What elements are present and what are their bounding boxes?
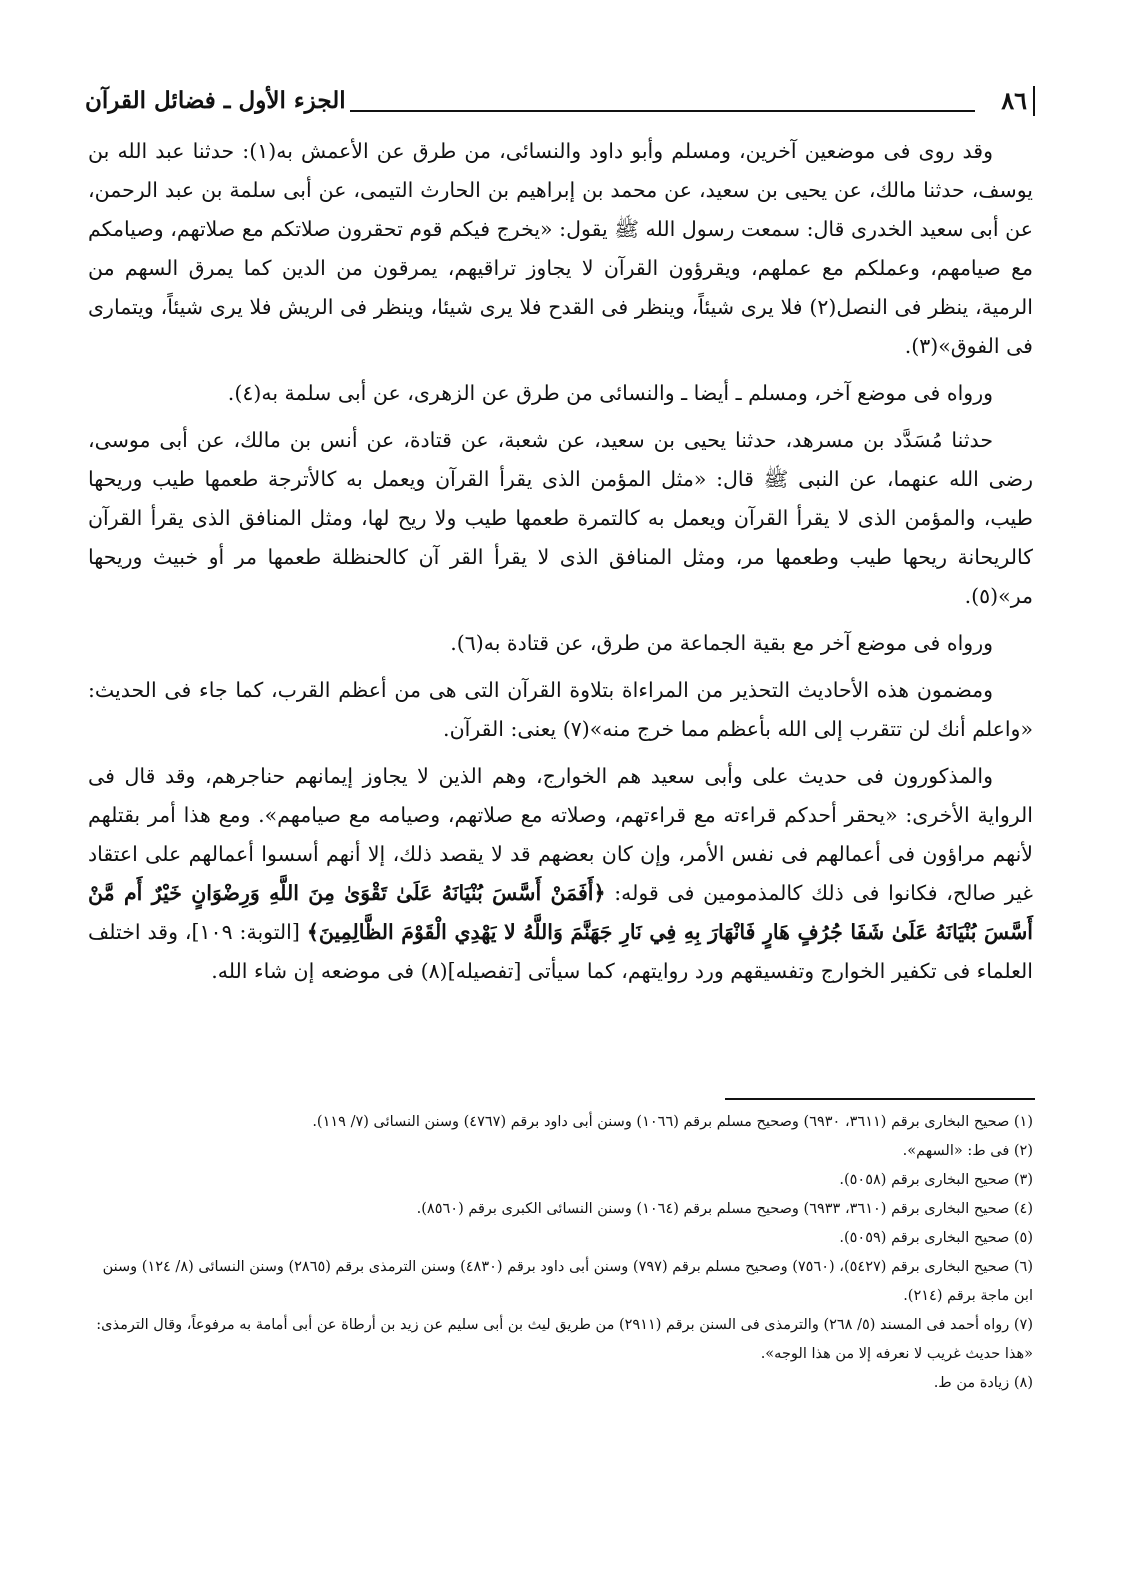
footnote-2: (٢) فى ط: «السهم».: [902, 1143, 1033, 1159]
footnote-6: (٦) صحيح البخارى برقم (٥٤٢٧)، (٧٥٦٠) وصحيح مسلم برقم (٧٩٧) وسنن أبى داود برقم (٤٨٣٠) وسنن الترمذى برقم (٢٨٦٥) وسنن النسائى (٨/ ١٢٤) وسنن ابن ماجة برقم (٢١٤).: [102, 1259, 1033, 1304]
paragraph-6-after: [التوبة: ١٠٩]، وقد اختلف العلماء فى تكفير الخوارج وتفسيقهم ورد روايتهم، كما سيأتى [تفصيله](٨) فى موضعه إن شاء الله.: [88, 920, 1033, 983]
paragraph-3: حدثنا مُسَدَّد بن مسرهد، حدثنا يحيى بن سعيد، عن شعبة، عن قتادة، عن أنس بن مالك، عن أبى موسى، رضى الله عنهما، عن النبى ﷺ قال: «مثل المؤمن الذى يقرأ القرآن ويعمل به كالأترجة طعمها طيب وريحها طيب، والمؤمن الذى لا يقرأ القرآن ويعمل به كالتمرة طعمها طيب ولا ريح لها، ومثل المنافق الذى يقرأ القرآن كالريحانة ريحها طيب وطعمها مر، ومثل المنافق الذى لا يقرأ القر آن كالحنظلة طعمها مر أو خبيث وريحها مر»(٥).: [88, 428, 1033, 608]
footnote-7: (٧) رواه أحمد فى المسند (٥/ ٢٦٨) والترمذى فى السنن برقم (٢٩١١) من طريق ليث بن أبى سليم عن زيد بن أرطاة عن أبى أمامة به مرفوعاً، وقال الترمذى: «هذا حديث غريب لا نعرفه إلا من هذا الوجه».: [96, 1317, 1033, 1362]
paragraph-4: ورواه فى موضع آخر مع بقية الجماعة من طرق، عن قتادة به(٦).: [450, 631, 993, 655]
paragraph-6: [88, 757, 1033, 991]
header-rule: [350, 110, 975, 112]
paragraph-6-before: والمذكورون فى حديث على وأبى سعيد هم الخوارج، وهم الذين لا يجاوز إيمانهم حناجرهم، وقد قال فى الرواية الأخرى: «يحقر أحدكم قراءته مع قراءتهم، وصلاته مع صلاتهم، وصيامه مع صيامهم». ومع هذا أمر بقتلهم لأنهم مراؤون فى أعمالهم فى نفس الأمر، وإن كان بعضهم قد لا يقصد ذلك، إلا أنهم أسسوا أعمالهم على اعتقاد غير صالح، فكانوا فى ذلك كالمذمومين فى قوله:: [88, 764, 1033, 905]
quran-verse: ﴿أَفَمَنْ أَسَّسَ بُنْيَانَهُ عَلَىٰ تَقْوَىٰ مِنَ اللَّهِ وَرِضْوَانٍ خَيْرٌ أَم مَّنْ أَسَّسَ بُنْيَانَهُ عَلَىٰ شَفَا جُرُفٍ هَارٍ فَانْهَارَ بِهِ فِي نَارِ جَهَنَّمَ وَاللَّهُ لا يَهْدِي الْقَوْمَ الظَّالِمِينَ﴾: [88, 881, 1033, 944]
footnote-1: (١) صحيح البخارى برقم (٣٦١١، ٦٩٣٠) وصحيح مسلم برقم (١٠٦٦) وسنن أبى داود برقم (٤٧٦٧) وسنن النسائى (٧/ ١١٩).: [312, 1114, 1033, 1130]
paragraph-2: ورواه فى موضع آخر، ومسلم ـ أيضا ـ والنسائى من طرق عن الزهرى، عن أبى سلمة به(٤).: [227, 381, 993, 405]
running-title: الجزء الأول ـ فضائل القرآن: [85, 87, 346, 114]
main-text: [88, 132, 1033, 999]
page-number: ٨٦: [1001, 86, 1035, 116]
footnote-separator: [725, 1098, 1035, 1100]
footnote-3: (٣) صحيح البخارى برقم (٥٠٥٨).: [839, 1172, 1033, 1188]
footnotes: [88, 1108, 1033, 1398]
page-header: [85, 86, 1035, 122]
footnote-5: (٥) صحيح البخارى برقم (٥٠٥٩).: [839, 1230, 1033, 1246]
paragraph-1: وقد روى فى موضعين آخرين، ومسلم وأبو داود والنسائى، من طرق عن الأعمش به(١): حدثنا عبد الله بن يوسف، حدثنا مالك، عن يحيى بن سعيد، عن محمد بن إبراهيم بن الحارث التيمى، عن أبى سلمة بن عبد الرحمن، عن أبى سعيد الخدرى قال: سمعت رسول الله ﷺ يقول: «يخرج فيكم قوم تحقرون صلاتكم مع صلاتهم، وصيامكم مع صيامهم، وعملكم مع عملهم، ويقرؤون القرآن لا يجاوز تراقيهم، يمرقون من الدين كما يمرق السهم من الرمية، ينظر فى النصل(٢) فلا يرى شيئاً، وينظر فى القدح فلا يرى شيئا، وينظر فى الريش فلا يرى شيئاً، ويتمارى فى الفوق»(٣).: [88, 139, 1033, 358]
paragraph-5: ومضمون هذه الأحاديث التحذير من المراءاة بتلاوة القرآن التى هى من أعظم القرب، كما جاء فى الحديث: «واعلم أنك لن تتقرب إلى الله بأعظم مما خرج منه»(٧) يعنى: القرآن.: [88, 678, 1033, 741]
footnote-4: (٤) صحيح البخارى برقم (٣٦١٠، ٦٩٣٣) وصحيح مسلم برقم (١٠٦٤) وسنن النسائى الكبرى برقم (٨٥٦٠).: [416, 1201, 1033, 1217]
footnote-8: (٨) زيادة من ط.: [933, 1375, 1033, 1391]
